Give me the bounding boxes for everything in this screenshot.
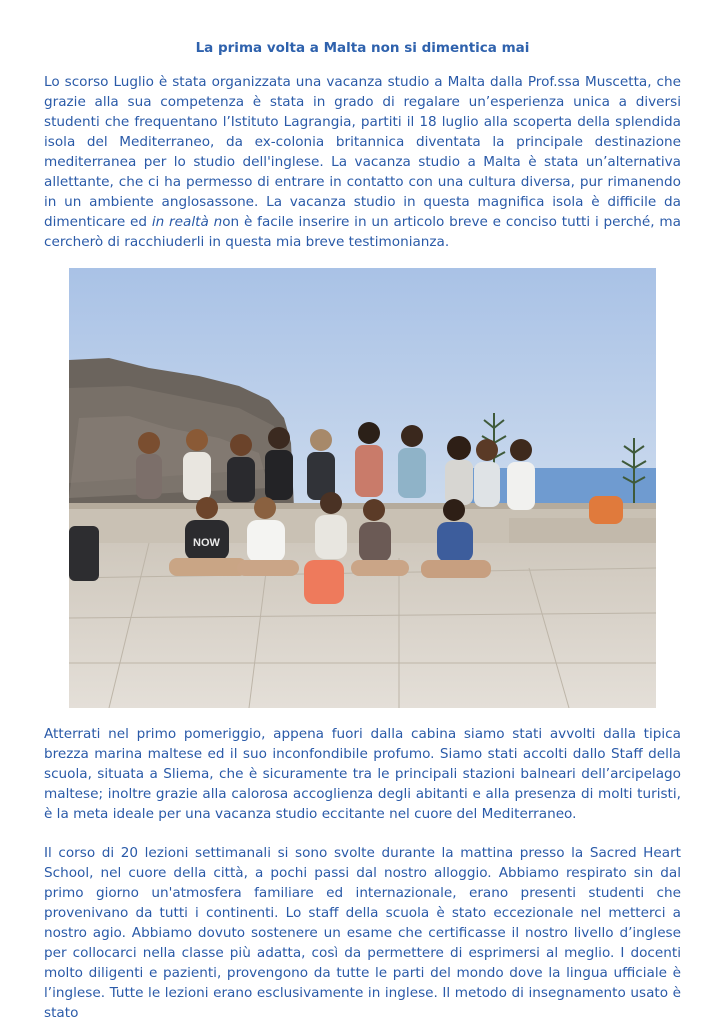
- paragraph-course: Il corso di 20 lezioni settimanali si sono svolte durante la mattina presso la Sacred Heart School, nel cuore della città, a pochi passi dal nostro alloggio. Abbiamo respirato sin dal primo giorno un'atmosfera familiare ed internazionale, erano presenti studenti che provenivano da tutti i continenti. Lo staff della scuola è stato eccezionale nel metterci a nostro agio. Abbiamo dovuto sostenere un esame che certificasse il nostro livello d’inglese per collocarci nella classe più adatta, così da permettere di esprimersi al meglio. I docenti molto diligenti e pazienti, provengono da tutte le parti del mondo dove la lingua ufficiale è l’inglese. Tutte le lezioni erano esclusivamente in inglese. Il metodo di insegnamento usato è stato: [44, 845, 681, 1021]
- shirt-text: NOW: [193, 537, 220, 549]
- paragraph-intro-italic: in realtà n: [151, 214, 223, 230]
- paragraph-intro-text-end: on è facile inserire in un articolo breve e conciso tutti i perché, ma cercherò di racchiuderli in questa mia breve testimonianza.: [44, 214, 682, 250]
- document-page: [44, 38, 681, 1023]
- paragraph-arrival: Atterrati nel primo pomeriggio, appena fuori dalla cabina siamo stati avvolti dalla tipica brezza marina maltese ed il suo inconfondibile profumo. Siamo stati accolti dallo Staff della scuola, situata a Sliema, che è sicuramente tra le principali stazioni balneari dell’arcipelago maltese; inoltre grazie alla calorosa accoglienza degli abitanti e alla presenza di molti turisti, è la meta ideale per una vacanza studio eccitante nel cuore del Mediterraneo.: [44, 726, 681, 822]
- paragraph-intro-text: Lo scorso Luglio è stata organizzata una vacanza studio a Malta dalla Prof.ssa Muscetta, che grazie alla sua competenza è stata in grado di regalare un’esperienza unica a diversi studenti che frequentano l’Istituto Lagrangia, partiti il 18 luglio alla scoperta della splendida isola del Mediterraneo, da ex-colonia britannica diventata la principale destinazione mediterranea per lo studio dell'inglese. La vacanza studio a Malta è stata un’alternativa allettante, che ci ha permesso di entrare in contatto con una cultura diversa, pur rimanendo in un ambiente anglosassone. La vacanza studio in questa magnifica isola è difficile da dimenticare ed: [44, 74, 681, 230]
- page-title: La prima volta a Malta non si dimentica mai: [195, 40, 530, 56]
- paragraph-intro: [44, 72, 681, 252]
- group-photo: [69, 268, 656, 708]
